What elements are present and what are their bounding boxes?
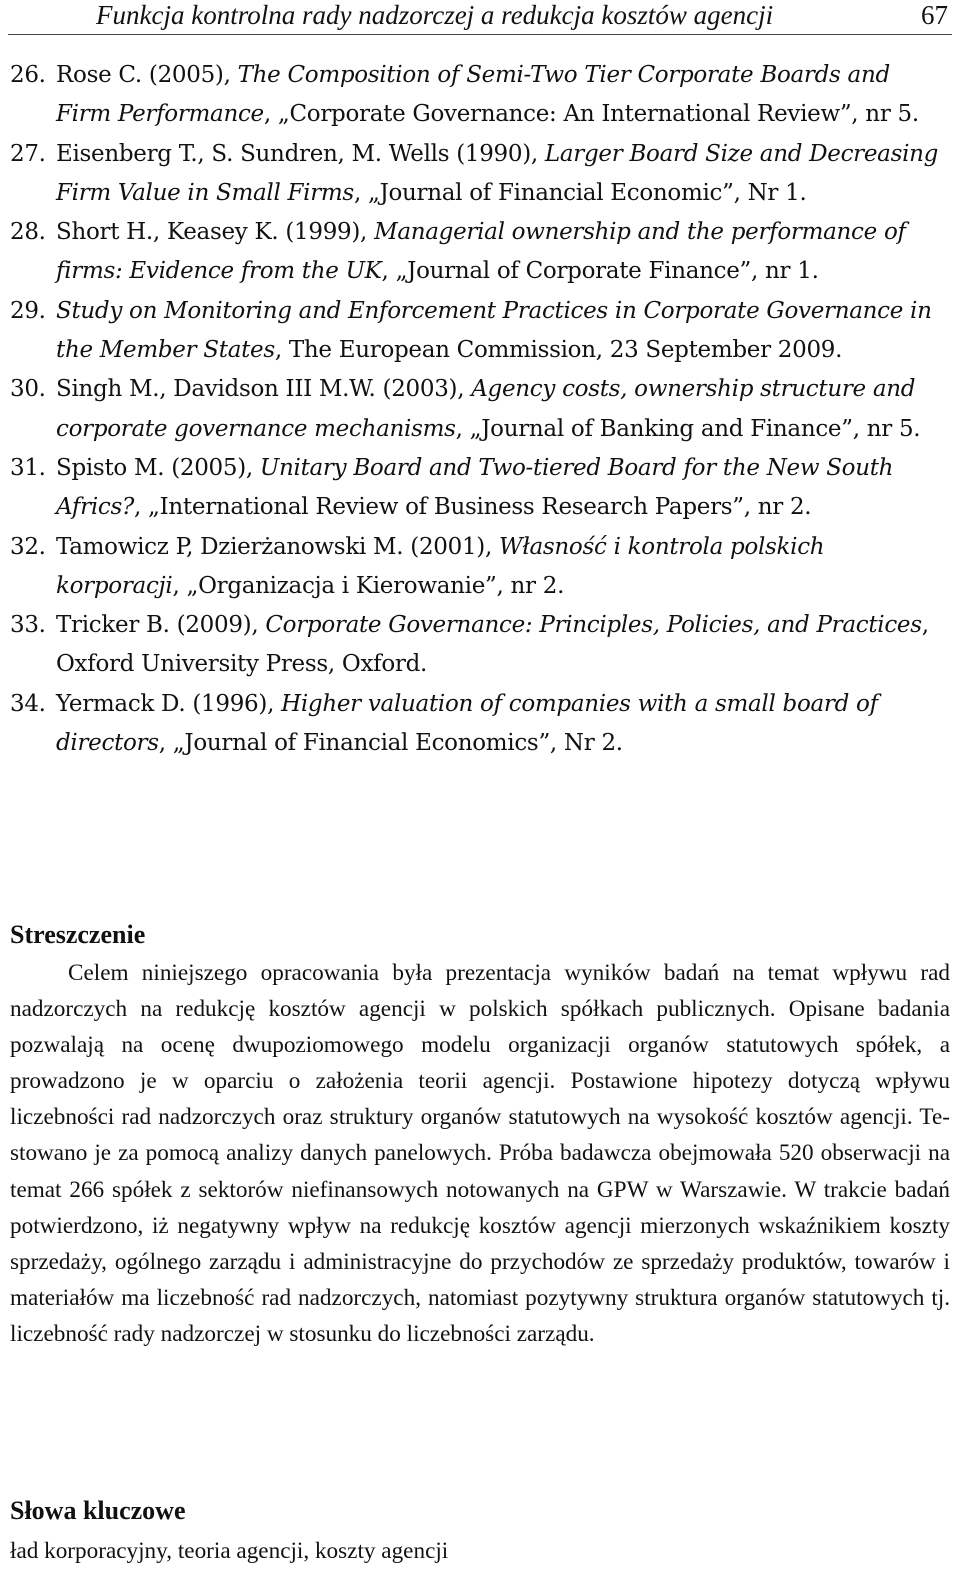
reference-item [10, 685, 940, 764]
reference-source: , „Corporate Governance: An International Review”, nr 5. [263, 101, 919, 128]
reference-source: , Oxford University Press, Oxford. [56, 612, 929, 678]
reference-title: The Composition of Semi-Two Tier Corporate Boards and Firm Performance [56, 62, 890, 128]
reference-item [10, 292, 940, 371]
reference-number: 33. [10, 612, 46, 639]
reference-number: 32. [10, 533, 46, 560]
reference-number: 29. [10, 297, 46, 324]
reference-title: Larger Board Size and Decreasing Firm Value in Small Firms [56, 140, 939, 206]
reference-source: , „Journal of Financial Economics”, Nr 2. [158, 730, 623, 757]
reference-title: Managerial ownership and the performance of firms: Evidence from the UK [56, 219, 906, 285]
reference-source: , „Journal of Financial Economic”, Nr 1. [353, 179, 807, 206]
reference-authors: Tamowicz P, Dzierżanowski M. (2001), [56, 533, 499, 560]
running-title: Funkcja kontrolna rady nadzorczej a redukcja kosztów agencji [96, 0, 774, 30]
reference-number: 31. [10, 454, 46, 481]
reference-item [10, 449, 940, 528]
reference-title: Corporate Governance: Principles, Policies, and Practices [265, 612, 922, 639]
reference-authors: Eisenberg T., S. Sundren, M. Wells (1990), [56, 140, 545, 167]
reference-number: 27. [10, 140, 46, 167]
running-head [8, 0, 952, 35]
reference-item [10, 56, 940, 135]
abstract-heading: Streszczenie [10, 920, 146, 949]
reference-item [10, 528, 940, 607]
reference-item [10, 135, 940, 214]
reference-authors: Tricker B. (2009), [56, 612, 266, 639]
reference-source: , „Journal of Corporate Finance”, nr 1. [381, 258, 819, 285]
reference-number: 28. [10, 219, 46, 246]
reference-title: Unitary Board and Two-tiered Board for the New South Africs? [56, 454, 894, 521]
reference-source: , The European Commission, 23 September 2009. [274, 337, 843, 364]
reference-number: 26. [10, 62, 46, 88]
reference-source: , „Journal of Banking and Finance”, nr 5. [455, 415, 921, 442]
reference-item [10, 213, 940, 292]
reference-title: Higher valuation of companies with a small board of directors [56, 690, 878, 757]
abstract-text: Celem niniejszego opracowania była prezentacja wyników badań na temat wpływu rad nadzorczych na redukcję kosztów agencji w polskich spółkach publicznych. Opisane badania pozwalają na ocenę dwupoziomowego modelu organizacji organów statutowych spółek, a prowadzono je w oparciu o założenia teorii agencji. Postawione hipotezy dotyczą wpływu liczebności rad nadzorczych oraz struktury organów statutowych na wysokość kosztów agencji. Testowano je za pomocą analizy danych panelowych. Próba badawcza obejmowała 520 obserwacji na temat 266 spółek z sektorów niefinansowych notowanych na GPW w Warszawie. W trakcie badań potwierdzono, iż negatywny wpływ na redukcję kosztów agencji mierzonych wskaźnikiem koszty sprzedaży, ogólnego zarządu i administracyjne do przychodów ze sprzedaży produktów, towarów i materiałów ma liczebność rad nadzorczych, natomiast pozytywny struktura organów statutowych tj. liczebność rady nadzorczej w stosunku do liczebności zarządu. [10, 960, 950, 1347]
reference-authors: Singh M., Davidson III M.W. (2003), [56, 376, 472, 403]
reference-authors: Spisto M. (2005), [56, 454, 260, 481]
reference-title: Własność i kontrola polskich korporacji [56, 533, 825, 599]
reference-number: 34. [10, 690, 46, 717]
keywords-text: ład korporacyjny, teoria agencji, koszty agencji [10, 1538, 449, 1564]
reference-source: , „International Review of Business Research Papers”, nr 2. [134, 494, 812, 521]
reference-title: Agency costs, ownership structure and corporate governance mechanisms [56, 376, 916, 442]
keywords-heading: Słowa kluczowe [10, 1496, 186, 1525]
reference-authors: Rose C. (2005), [56, 62, 238, 88]
reference-title: Study on Monitoring and Enforcement Practices in Corporate Governance in the Member States [56, 297, 932, 364]
reference-number: 30. [10, 376, 46, 403]
reference-authors: Yermack D. (1996), [56, 690, 282, 717]
page-number: 67 [921, 0, 948, 30]
reference-authors: Short H., Keasey K. (1999), [56, 219, 375, 246]
reference-item [10, 370, 940, 449]
reference-list [10, 56, 940, 763]
reference-source: , „Organizacja i Kierowanie”, nr 2. [172, 572, 565, 599]
reference-item [10, 606, 940, 685]
